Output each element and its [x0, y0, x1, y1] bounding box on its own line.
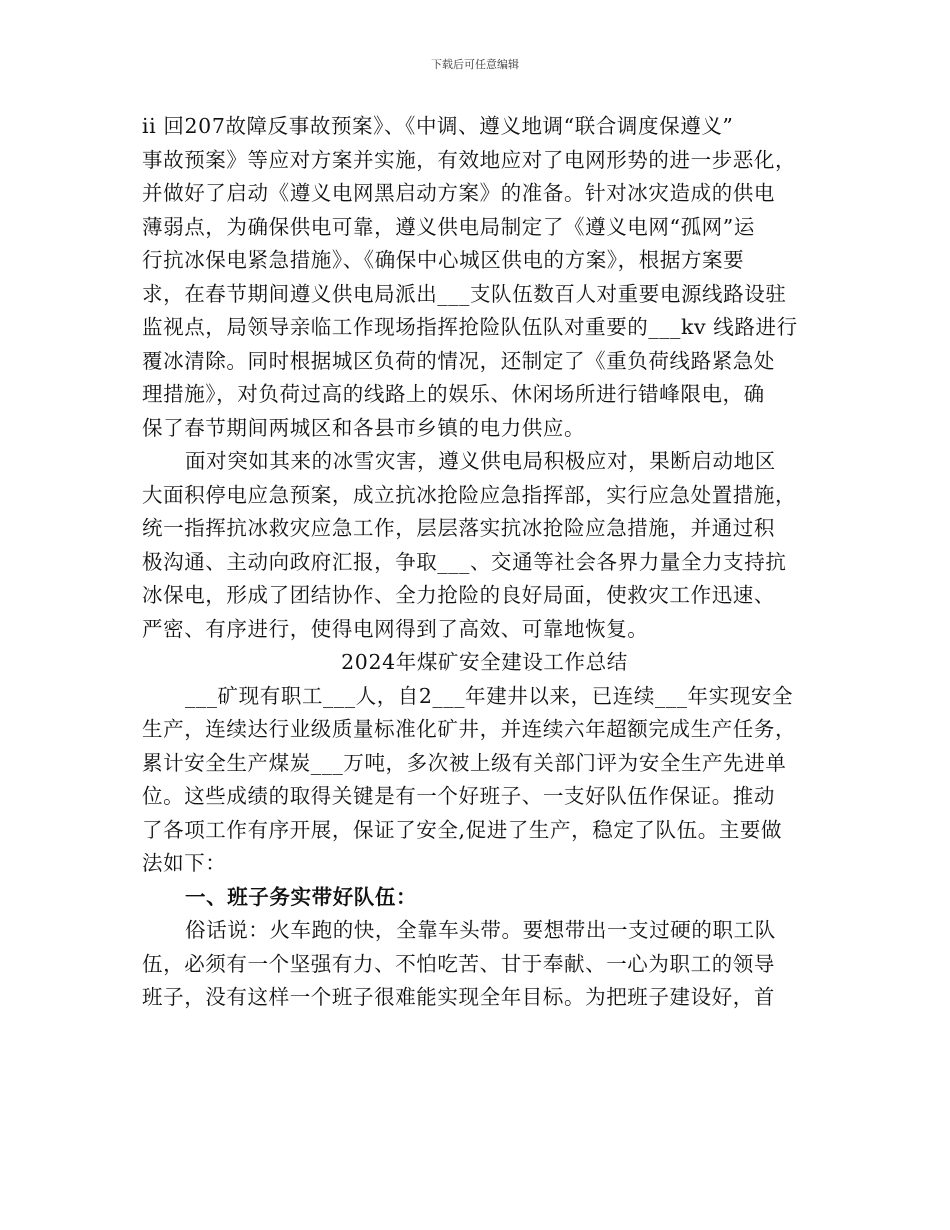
document-body — [142, 110, 827, 1015]
text-line: 班子，没有这样一个班子很难能实现全年目标。为把班子建设好，首 — [142, 985, 775, 1009]
paragraph-start: ___矿现有职工___人，自2___年建井以来，已连续___年实现安全 — [185, 683, 794, 708]
paragraph-start: 面对突如其来的冰雪灾害，遵义供电局积极应对，果断启动地区 — [185, 449, 776, 473]
text-line: 覆冰清除。同时根据城区负荷的情况，还制定了《重负荷线路紧急处 — [142, 348, 775, 373]
text-line: 冰保电，形成了团结协作、全力抢险的良好局面，使救灾工作迅速、 — [142, 583, 775, 607]
text-line: 理措施》，对负荷过高的线路上的娱乐、休闲场所进行错峰限电，确 — [142, 382, 765, 406]
text-line: 监视点，局领导亲临工作现场指挥抢险队伍队对重要的___kv 线路进行 — [142, 315, 798, 339]
text-line: 行抗冰保电紧急措施》、《确保中心城区供电的方案》，根据方案要 — [142, 248, 745, 272]
text-line: 并做好了启动《遵义电网黑启动方案》的准备。针对冰灾造成的供电 — [142, 181, 775, 205]
text-line: 薄弱点，为确保供电可靠，遵义供电局制定了《遵义电网“孤网”运 — [142, 214, 755, 239]
text-line: 统一指挥抗冰救灾应急工作，层层落实抗冰抢险应急措施，并通过积 — [142, 516, 775, 540]
text-line: 求，在春节期间遵义供电局派出___支队伍数百人对重要电源线路设驻 — [142, 281, 787, 306]
text-line: 法如下： — [142, 851, 227, 875]
paragraph-start: 俗话说：火车跑的快，全靠车头带。要想带出一支过硬的职工队 — [185, 918, 776, 942]
text-line: 大面积停电应急预案，成立抗冰抢险应急指挥部，实行应急处置措施， — [142, 482, 797, 507]
text-line: 保了春节期间两城区和各县市乡镇的电力供应。 — [142, 415, 586, 440]
subsection-heading: 一、班子务实带好队伍： — [185, 884, 418, 909]
text-line: ii 回207故障反事故预案》、《中调、遵义地调“联合调度保遵义” — [142, 114, 734, 138]
text-line: 累计安全生产煤炭___万吨，多次被上级有关部门评为安全生产先进单 — [142, 750, 787, 775]
text-line: 事故预案》等应对方案并实施，有效地应对了电网形势的进一步恶化， — [142, 147, 797, 172]
header-note: 下载后可任意编辑 — [431, 58, 519, 71]
text-line: 伍，必须有一个坚强有力、不怕吃苦、甘于奉献、一心为职工的领导 — [142, 951, 775, 976]
text-line: 了各项工作有序开展，保证了安全,促进了生产，稳定了队伍。主要做 — [142, 817, 783, 842]
text-line: 位。这些成绩的取得关键是有一个好班子、一支好队伍作保证。推动 — [142, 784, 775, 808]
text-line: 严密、有序进行，使得电网得到了高效、可靠地恢复。 — [142, 616, 649, 641]
text-line: 极沟通、主动向政府汇报，争取___、交通等社会各界力量全力支持抗 — [142, 549, 787, 574]
section-title: 2024年煤矿安全建设工作总结 — [341, 650, 628, 674]
text-line: 生产，连续达行业级质量标准化矿井，并连续六年超额完成生产任务， — [142, 717, 797, 741]
